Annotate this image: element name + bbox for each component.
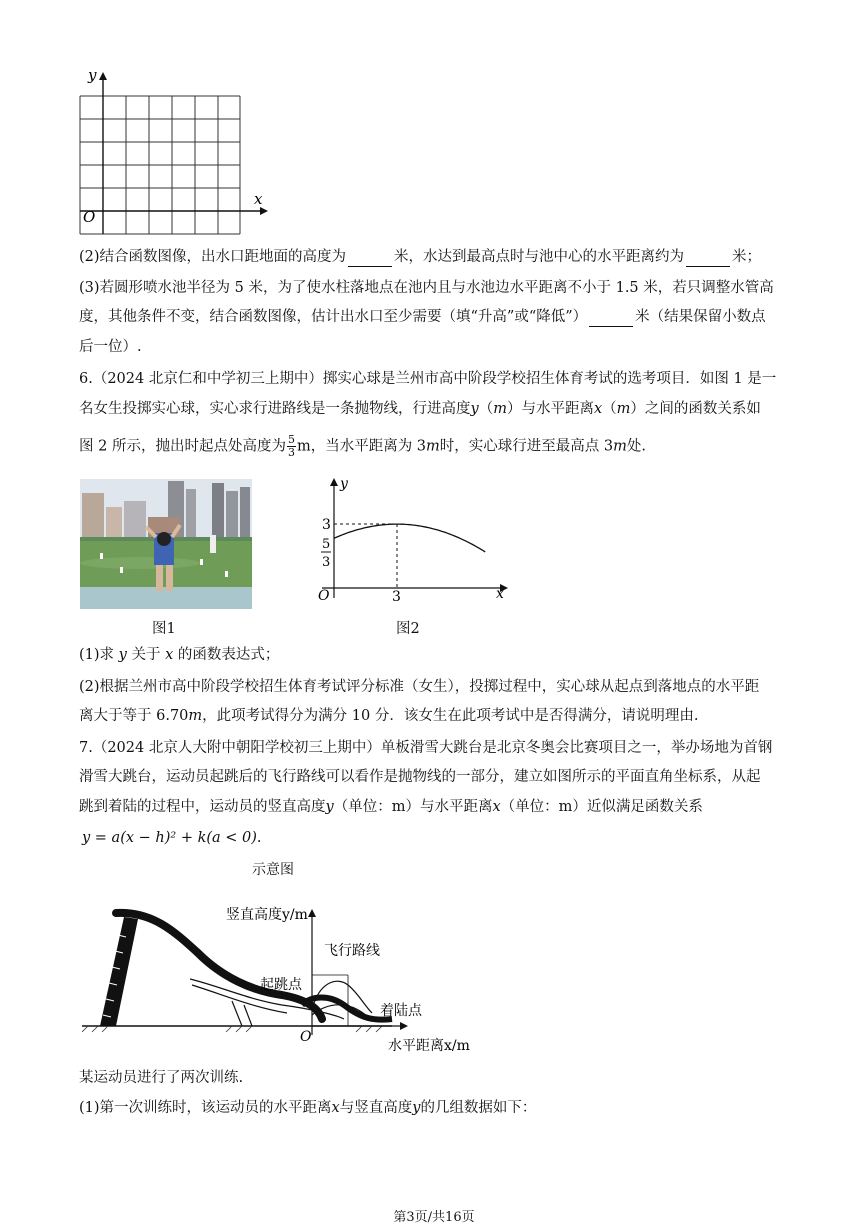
chart-y-label: y — [340, 476, 348, 492]
chart-y-tick-frac-den: 3 — [322, 555, 331, 570]
diagram-flight-label: 飞行路线 — [324, 943, 380, 959]
diagram-y-axis-label: 竖直高度y/m — [226, 907, 308, 923]
parabola-curve — [334, 524, 485, 552]
chart-x-label: x — [496, 586, 504, 602]
chart-y-tick-3: 3 — [322, 517, 331, 533]
page-footer: 第3页/共16页 — [393, 1210, 475, 1225]
chart-origin: O — [318, 588, 330, 604]
y-axis-label: y — [88, 66, 97, 84]
chart-x-tick-3: 3 — [392, 589, 401, 605]
q6-line1: 6.（2024 北京仁和中学初三上期中）掷实心球是兰州市高中阶段学校招生体育考试的选考项目．如图 1 是一 — [79, 371, 777, 387]
q7-part1: (1)第一次训练时，该运动员的水平距离x与竖直高度y的几组数据如下： — [79, 1100, 537, 1116]
coordinate-grid-figure — [70, 66, 270, 238]
q5-part3-line3: 后一位）. — [79, 339, 142, 355]
q6-line3: 图 2 所示，抛出时起点处高度为 $\frac{5}{3}$ m，当水平距离为 3m时，实心球行进至最高点 3m处. — [79, 433, 646, 459]
q6-part2-line2: 离大于等于 6.70m，此项考试得分为满分 10 分．该女生在此项考试中是否得满分，请说明理由. — [79, 708, 699, 724]
q5-part2: (2)结合函数图像，出水口距地面的高度为 米，水达到最高点时与池中心的水平距离约为 米； — [79, 249, 762, 265]
diagram-x-axis-label: 水平距离x/m — [388, 1038, 470, 1054]
q6-parabola-chart — [312, 474, 512, 606]
x-axis-label: x — [254, 190, 263, 208]
origin-label: O — [83, 208, 96, 226]
q7-line2: 滑雪大跳台，运动员起跳后的飞行路线可以看作是抛物线的一部分，建立如图所示的平面直角坐标系，从起 — [79, 769, 761, 785]
diagram-landing-label: 着陆点 — [380, 1003, 422, 1019]
q7-formula: y = a(x − h)² + k(a < 0). — [82, 830, 262, 846]
ski-jump-diagram — [82, 895, 482, 1063]
shot-put-photo — [80, 479, 252, 609]
q6-line2: 名女生投掷实心球，实心求行进路线是一条抛物线，行进高度y（m）与水平距离x（m）之间的函数关系如 — [79, 401, 761, 417]
q6-part1: (1)求 y 关于 x 的函数表达式； — [79, 647, 280, 663]
q7-line3: 跳到着陆的过程中，运动员的竖直高度y（单位：m）与水平距离x（单位：m）近似满足函数关系 — [79, 799, 703, 815]
figure1-caption: 图1 — [152, 621, 176, 637]
chart-y-tick-frac-num: 5 — [322, 537, 331, 552]
q5-part3-line2: 度，其他条件不变，结合函数图像，估计出水口至少需要（填“升高”或“降低”） 米（结果保留小数点 — [79, 309, 766, 325]
q7-after1: 某运动员进行了两次训练. — [79, 1070, 244, 1086]
diagram-takeoff-label: 起跳点 — [260, 977, 302, 993]
figure2-caption: 图2 — [396, 621, 420, 637]
q5-part3-line1: (3)若圆形喷水池半径为 5 米，为了使水柱落地点在池内且与水池边水平距离不小于 1.5 米，若只调整水管高 — [79, 280, 774, 296]
q6-part2-line1: (2)根据兰州市高中阶段学校招生体育考试评分标准（女生），投掷过程中，实心球从起点到落地点的水平距 — [79, 679, 760, 695]
diagram-title: 示意图 — [252, 862, 294, 878]
fraction-five-thirds: $\frac{5}{3}$ — [287, 433, 295, 459]
diagram-origin: O — [300, 1029, 312, 1045]
q7-line1: 7.（2024 北京人大附中朝阳学校初三上期中）单板滑雪大跳台是北京冬奥会比赛项目之一，举办场地为首钢 — [79, 740, 773, 756]
